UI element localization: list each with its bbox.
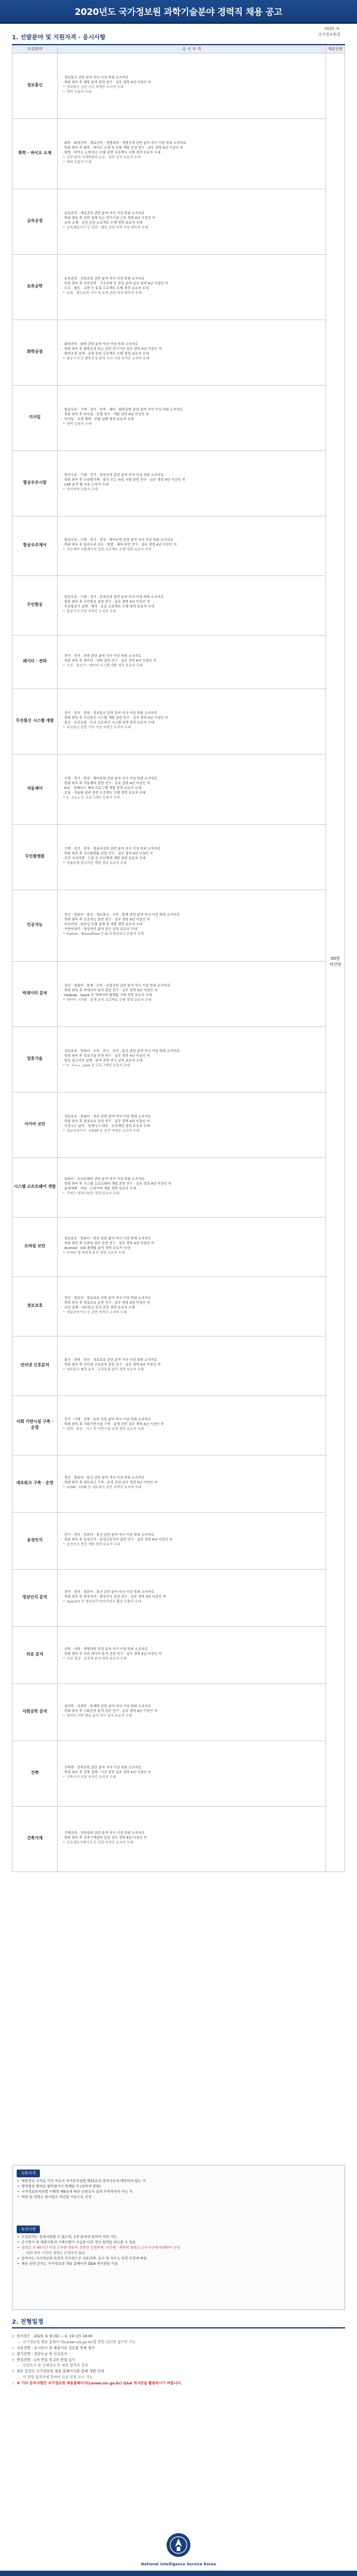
schedule-item: ○ 필기전형 : 전공논술 및 인성검사 [12,2352,345,2358]
schedule-item: ○ 원서접수 : 2020. 6. 8 (월) ~ 6. 19 (금) 18:00 [12,2334,345,2340]
qualification-item: · 학위 취득 후 인공지능 관련 연구 · 실무 경력 4년 이상인 자 [61,918,322,923]
qualifications-cell [58,824,326,890]
footer-org-name: National Intelligence Service Korea [140,2562,217,2566]
caution-item: • 채용 관련 문의는 국가정보원 채용 홈페이지 Q&A 게시판을 이용 [17,2262,338,2267]
qualification-item: · 기계 · 전기 · 전자 · 제어공학 관련 분야 석사 이상 학위 소지자로 [61,777,322,782]
field-name: 토목공학 [12,254,58,320]
qualification-item: · 전기 · 전자 · 전파 · 정보통신 관련 분야 석사 이상 학위 소지자로 [61,712,322,716]
qualification-item: · 기계공학 · 건축설비 관련 분야 석사 이상 학위 소지자로 [61,1832,322,1836]
qualification-item: * 유도제어 시뮬레이션 관련 프로젝트 수행 경력 보유자 우대 [61,548,322,553]
field-name: 건축기계 [12,1806,58,1871]
qualifications-cell [58,450,326,516]
qualification-item: · 학위 취득 후 정보보호 관련 연구 · 실무 경력 4년 이상인 자 [61,1120,322,1125]
field-name: 모바일 보안 [12,1217,58,1276]
field-name: 레이더 · 전파 [12,635,58,688]
qualification-item: · 전기 · 전자 · 컴퓨터 · 통신 관련 분야 석사 이상 학위 소지자로 [61,1533,322,1538]
qualifications-cell [58,189,326,254]
table-row [12,1512,345,1569]
qualifications-cell [58,516,326,575]
field-name: 화학 · 바이오 소재 [12,118,58,189]
schedule-list [12,2334,345,2387]
qualification-item: · 의학 · 약학 · 생명과학 관련 분야 석사 이상 학위 소지자로 [61,1648,322,1652]
qualification-item: · 학위 취득 후 건축기계설비 관련 실무 경력 4년 이상인 자 [61,1836,322,1841]
field-name: 항공우주제어 [12,516,58,575]
qualifications-cell [58,1092,326,1157]
qualification-item: · 정보보호 · 컴퓨터 · 전산 관련 분야 석사 이상 학위 소지자로 [61,1115,322,1120]
qualification-item: * 토목 · 철도토목 기사 및 토목 관련 자격 취득자 우대 [61,292,322,296]
qualification-item: * Python · TensorFlow 등 AI 프레임워크 능통자 우대 [61,932,322,937]
caution-item: - 학위 취득 이전의 경력은 인정하지 않음 [17,2251,338,2256]
field-name: 건축 [12,1741,58,1806]
qualification-item: · 학위 취득 후 네트워크 구축 · 운영 관련 실무 경력 4년 이상인 자 [61,1481,322,1486]
qualification-item: · 학위 취득 후 음성인식 · 음성신호처리 관련 연구 · 실무 경력 4년 이상인 자 [61,1538,322,1543]
table-row [12,1026,345,1092]
field-name: 자동제어 [12,754,58,824]
qualification-item: · 학위 취득 후 암호기술 관련 연구 · 실무 경력 4년 이상인 자 [61,1054,322,1059]
qualification-item: · 운영체제 · 커널 · 드라이버 개발 경력 보유자 우대 [61,1187,322,1192]
qualification-item: * 음성인식 엔진 개발 경력 보유자 우대 [61,1543,322,1548]
qualification-item: · 학위 취득 후 건축 설계 · 시공 관련 실무 경력 4년 이상인 자 [61,1771,322,1776]
field-name: 무선통신 시스템 개발 [12,688,58,754]
table-row [12,1683,345,1741]
field-name: 영상인식 분석 [12,1569,58,1626]
col-header-field: 모집분야 [12,45,58,53]
qualifications-cell [58,1276,326,1336]
field-name: 인터넷 신호분석 [12,1336,58,1395]
qualifications-cell [58,118,326,189]
qualification-item: · 정보보호 · 컴퓨터 · 전산 관련 분야 석사 이상 학위 소지자로 [61,1237,322,1242]
qualification-item: * C · C++ · Java 등 프로그래밍 능통자 우대 [61,1064,322,1069]
qualification-item: · 로봇 · 자동화 설비 관련 프로젝트 수행 경력 보유자 우대 [61,791,322,796]
qualification-item: * C · C++ 등 프로그래밍 능통자 우대 [61,796,322,801]
qualification-item: * 영어 능통자 우대 [61,422,322,427]
qualifications-cell [58,53,326,118]
qualification-item: · 학위 취득 후 인터넷 신호분석 관련 연구 · 실무 경력 4년 이상인 자 [61,1363,322,1368]
table-header-row [12,45,345,53]
qualification-item: · 항공우주 · 기계 · 전기 · 전자공학 관련 분야 석사 이상 학위 소지자로 [61,474,322,478]
table-row [12,450,345,516]
qualification-item: · PLC · 임베디드 제어 프로그램 개발 경력 보유자 우대 [61,787,322,791]
table-row [12,516,345,575]
qualification-item: · 컴퓨터 · 소프트웨어 관련 분야 석사 이상 학위 소지자로 [61,1178,322,1182]
date-block [318,26,340,38]
eligibility-item: • 대한민국 국적을 가진 자로서 국가공무원법 제33조의 결격사유에 해당하지 않는 자 [17,2179,338,2184]
qualification-item: · 기계 · 전기 · 전자 · 컴퓨터공학 관련 분야 석사 이상 학위 소지자로 [61,847,322,852]
table-row [12,320,345,385]
banner-underline [0,22,357,24]
field-name: 사이버 보안 [12,1092,58,1157]
qualification-item: · 보안 관제 · 네트워크 보안 관련 경력 보유자 우대 [61,1306,322,1311]
qualifications-cell [58,575,326,635]
qualification-item: * 공조냉동기계기사 등 관련 자격증 소지자 우대 [61,1841,322,1846]
table-body [12,53,345,1871]
qualification-item: · 학위 취득 후 무선통신 시스템 개발 관련 연구 · 실무 경력 4년 이상인 자 [61,716,322,721]
eligibility-list [17,2179,338,2201]
qualification-item: * 전력 · 통신 · 가스 등 기반시설 운영 경력 보유자 우대 [61,1428,322,1432]
qualification-item: · 학위 취득 후 화학공정 또는 관련 연구기관 실무 경력 4년 이상인 자 [61,348,322,352]
qualification-item: · 전기 · 기계 · 건축 · 토목 관련 분야 석사 이상 학위 소지자로 [61,1418,322,1423]
qualifications-cell [58,254,326,320]
field-name: 무인항공 [12,575,58,635]
qualification-item: · 학위 취득 후 사회공학 분석 관련 연구 · 실무 경력 4년 이상인 자 [61,1710,322,1714]
qualification-item: · 항공우주 · 기계 · 전기 · 전자 · 제어공학 관련 분야 석사 이상 학위 소지자로 [61,539,322,543]
table-row [12,754,345,824]
qualification-item: · 학위 취득 후 무인플랫폼 관련 연구 · 실무 경력 4년 이상인 자 [61,852,322,857]
qualification-item: * 관련 분야 국제학술지 논문 · 특허 실적 보유자 우대 [61,156,322,161]
qualification-item: · 학위 취득 후 의료 데이터 분석 관련 연구 · 실무 경력 4년 이상인 자 [61,1652,322,1657]
qualifications-cell [58,1217,326,1276]
qualifications-cell [58,688,326,754]
qualification-item: · 전기 · 전자 · 전파 관련 분야 석사 이상 학위 소지자로 [61,655,322,659]
qualification-item: * OpenCV 등 영상처리 라이브러리 활용 능통자 우대 [61,1600,322,1605]
field-name: 항공우주시험 [12,450,58,516]
field-name: 사회 기반시설 구축 · 운영 [12,1395,58,1455]
qualification-item: · 학위 취득 후 영상처리 · 영상인식 관련 연구 · 실무 경력 4년 이상인 자 [61,1595,322,1600]
qualification-item: · 악성코드 분석 · 침해사고 대응 · 모의해킹 경력 보유자 우대 [61,1125,322,1129]
table-row [12,1455,345,1512]
qualification-item: * 자율주행 알고리즘 개발 경력 보유자 우대 [61,862,322,866]
qualification-item: · 학위 취득 후 정보보호 관련 연구 · 실무 경력 4년 이상인 자 [61,1301,322,1306]
qualification-item: * 러시아어 능통자 우대 [61,488,322,493]
schedule-item: - 국가정보원 채용 홈페이지(career.nis.go.kr)를 통한 인터넷 접수만 가능 [12,2340,345,2346]
table-row [12,575,345,635]
field-name: 화학공정 [12,320,58,385]
caution-item: • 모집분야는 중복지원할 수 없으며, 1개 분야에 한하여 지원 가능 [17,2235,338,2240]
table-row [12,890,345,961]
qualification-item: · 암호 알고리즘 설계 · 분석 관련 연구 실적 보유자 우대 [61,1059,322,1064]
qualification-item: * 금속재료기사 등 관련 · 해외 관련 자격 이상 취득자 우대 [61,226,322,231]
qualification-item: * 건축기사 이상 자격증 소지자 우대 [61,1776,322,1780]
qualification-item: * 정보보안기사 등 관련 자격증 소지자 우대 [61,1311,322,1316]
announcement-date: 2020. 6. [324,26,340,31]
qualification-item: * 정보보안기사 · CISSP 등 관련 자격증 소지자 우대 [61,1129,322,1134]
issuing-org: 국가정보원장 [318,32,340,37]
qualifications-cell [58,1395,326,1455]
field-name: 의료 분석 [12,1626,58,1683]
qualifications-cell [58,1026,326,1092]
qualification-item: * 네트워크 패킷 분석 · 프로토콜 분석 경력 보유자 우대 [61,1368,322,1373]
qualification-item: · 통신 · 전파 · 전산 · 정보보호 관련 분야 석사 이상 학위 소지자로 [61,1359,322,1363]
nis-emblem-logo [155,2531,202,2559]
table-row [12,385,345,450]
section2-rule [12,2327,345,2328]
qualification-item: · 정보통신 관련 분야 석사 이상 학위 소지자로 [61,76,322,81]
recruitment-table [12,44,345,1872]
cautions-tag: 유의사항 [17,2226,40,2233]
cautions-list [17,2235,338,2267]
caution-item: • 경력은 주 40시간 이상 근무한 정규직 경력만 인정하며, 시간제 · 계약직 경력은 근무시간에 비례하여 산정 [17,2246,338,2251]
qualifications-cell [58,1626,326,1683]
table-row [12,1806,345,1871]
field-name: 음성인식 [12,1512,58,1569]
qualifications-cell [58,1157,326,1217]
qualification-item: · 머신러닝 · 딥러닝 모델 설계 및 개발 경력 보유자 우대 [61,923,322,928]
qualification-item: · 무인항공기 설계 · 제작 · 운용 프로젝트 수행 경력 보유자 우대 [61,605,322,610]
qualification-item: · 학위 취득 후 자동제어 관련 연구 · 실무 경력 4년 이상인 자 [61,782,322,787]
table-row [12,1395,345,1455]
qualification-item: · 항공우주 · 기계 · 전기 · 전자공학 관련 분야 석사 이상 학위 소지자로 [61,596,322,600]
eligibility-item: • 국가정보원직원법 시행령 제6조에 따른 신원조사 결과 부적격자가 아닌 자 [17,2190,338,2195]
field-name: 금속공정 [12,189,58,254]
qualification-item: · 화학공정 설계 · 운영 관련 프로젝트 수행 경력 보유자 우대 [61,352,322,357]
qualification-item: * CCNP · CCIE 등 네트워크 관련 자격증 소지자 우대 [61,1486,322,1491]
qualifications-cell [58,1683,326,1741]
table-row [12,688,345,754]
field-name: 무인플랫폼 [12,824,58,890]
eligibility-item: • 병역법상 병역을 필하였거나 면제된 자 (남자에 한함) [17,2184,338,2190]
caution-item: • 합격자는 국가정보원 특정직 공무원으로 임용되며, 보수 및 처우는 관련 규정에 따름 [17,2256,338,2262]
qualification-item: · 학위 취득 후 레이더 · 전파 관련 연구 · 실무 경력 4년 이상인 자 [61,659,322,664]
qualification-item: · 심리학 · 사회학 · 통계학 관련 분야 석사 이상 학위 소지자로 [61,1705,322,1710]
qualification-item: · 무인 지상차량 · 드론 등 무인체계 개발 경력 보유자 우대 [61,857,322,862]
qualification-item: · 학위 취득 후 우주발사체 · 발사 또는 위성 시험 관련 연구 · 실무 경력 4년 이상인 자 [61,478,322,483]
qualification-item: · 화학공학 · 화학 관련 분야 석사 이상 학위 소지자로 [61,343,322,348]
qualifications-cell [58,320,326,385]
qualification-item: · 전산 · 컴퓨터 · 정보보호 관련 분야 석사 이상 학위 소지자로 [61,1297,322,1301]
section1-title: 1. 선발분야 및 지원자격 · 응시사항 [12,35,106,41]
field-name: 미사일 [12,385,58,450]
field-name: 시스템 소프트웨어 개발 [12,1157,58,1217]
hiring-count-value: 00명 [330,956,340,962]
qualification-item: · 항공우주 · 기계 · 전기 · 전자 · 제어 · 화학공학 관련 분야 석사 이상 학위 소지자로 [61,408,322,413]
qualifications-cell [58,1741,326,1806]
qualification-item: · 학위 취득 후 모바일 보안 관련 연구 · 실무 경력 4년 이상인 자 [61,1242,322,1247]
table-row [12,1092,345,1157]
qualification-item: · 전산 · 컴퓨터 · 통신 · 정보통신 · 수학 · 통계 관련 분야 석사 이상 학위 소지자로 [61,913,322,918]
qualification-item: · 학위 취득 후 미사일 · 로켓 연구 · 개발 경력 4년 이상인 자 [61,413,322,418]
qualifications-cell [58,890,326,961]
table-row [12,1217,345,1276]
table-row [12,961,345,1026]
qualification-item: · Hadoop · Spark 등 빅데이터 플랫폼 구축 경력 보유자 우대 [61,994,322,999]
table-row [12,1336,345,1395]
qualification-item: · 건축학 · 건축공학 관련 분야 석사 이상 학위 소지자로 [61,1766,322,1771]
qualification-item: · Android · iOS 플랫폼 분석 경력 보유자 우대 [61,1247,322,1251]
qualification-item: * 리버스 엔지니어링 경력 보유자 우대 [61,1192,322,1197]
qualifications-cell [58,1806,326,1871]
field-name: 네트워크 구축 · 운영 [12,1455,58,1512]
qualification-item: * 데이터 기반 행동 분석 연구 실적 보유자 우대 [61,1714,322,1719]
field-name: 사회공학 분석 [12,1683,58,1741]
qualification-item: * 영어 능통자 우대 [61,161,322,165]
qualifications-cell [58,1455,326,1512]
table-row [12,1276,345,1336]
qualification-item: · 학위 취득 후 무인항공 관련 연구 · 실무 경력 4년 이상인 자 [61,600,322,605]
hiring-count [326,53,345,1871]
qualifications-cell [58,1512,326,1569]
qualification-item: · 전산 · 컴퓨터 · 통계 · 수학 · 산업공학 관련 분야 석사 이상 학위 소지자로 [61,984,322,989]
caution-item: • 응시원서 및 제출서류의 기재사항이 사실과 다른 경우 합격을 취소할 수 있음 [17,2240,338,2246]
table-row [12,189,345,254]
qualification-item: · 학위 취득 후 사회기반시설 구축 · 운영 관련 실무 경력 4년 이상인 자 [61,1423,322,1428]
qualification-item: · 전기 · 전자 · 컴퓨터 · 통신 관련 분야 석사 이상 학위 소지자로 [61,1591,322,1595]
qualification-item: · 학위 취득 후 지반공학 · 구조공학 등 관련 분야 실무 경력 4년 이상인 자 [61,282,322,287]
qualification-item: * 무선통신 관련 기사 이상 자격증 소지자 우대 [61,726,322,731]
qualification-item: · 금속 소재 · 공정 관련 프로젝트 수행 경력 보유자 우대 [61,221,322,226]
qualification-item: * 영어 능통자 우대 [61,90,322,95]
qualification-item: · 자연어처리 · 영상처리 분야 연구 실적 보유자 우대 [61,928,322,932]
qualifications-cell [58,385,326,450]
qualification-item: · 통신 · 프로토콜 · 무선 신호처리 시스템 설계 경력 보유자 우대 [61,721,322,726]
qualification-item: · 전산 · 컴퓨터 · 통신 관련 분야 석사 이상 학위 소지자로 [61,1476,322,1481]
schedule-item: ○ 서류전형 : 응시원서 및 제출서류 검토를 통해 평가 [12,2346,345,2352]
qualification-item: · 학위 취득 후 시스템 소프트웨어 개발 관련 연구 · 실무 경력 4년 이상인 자 [61,1182,322,1187]
qualification-item: * 데이터 시각화 · 통계 분석 프로젝트 수행 경력 보유자 우대 [61,999,322,1003]
col-header-count: 채용인원 [326,45,345,53]
qualification-item: * 의료 영상 · 유전체 분석 경력 보유자 우대 [61,1657,322,1662]
field-name: 암호기술 [12,1026,58,1092]
schedule-item: - 신원조사 및 신체검사 후 최종 합격자 결정 [12,2363,345,2369]
table-row [12,635,345,688]
qualification-item: · 학위 취득 후 해당 분야 관련 연구 · 실무 경력 4년 이상인 자 [61,81,322,86]
field-name: 정보통신 [12,53,58,118]
qualifications-cell [58,1336,326,1395]
schedule-item: ○ ※ 기타 문의사항은 국가정보원 채용홈페이지(career.nis.go.kr) Q&A 게시판을 활용하시기 바랍니다. [12,2381,345,2387]
title-banner [0,0,357,24]
schedule-item: ○ 세부 일정은 국가정보원 채용 홈페이지를 통해 개별 안내 [12,2369,345,2375]
qualifications-cell [58,961,326,1026]
schedule-item: ○ 면접전형 : 1차 면접 및 2차 면접 실시 [12,2358,345,2364]
eligibility-item: • 학위 및 경력은 원서접수 마감일 기준으로 산정 [17,2195,338,2201]
table-row [12,1157,345,1217]
schedule-item: - 각 전형 합격자에 한하여 다음 전형 응시 가능 [12,2375,345,2381]
qualification-item: · 화학 · 바이오 소재 또는 부품 관련 프로젝트 수행 경력 보유자 우대 [61,151,322,156]
qualification-item: * 정보통신 관련 기사 자격증 소지자 우대 [61,86,322,90]
qualification-item: · 정보보호 · 컴퓨터 · 수학 · 전기 · 전자 · 통신 관련 분야 석사 이상 학위 소지자로 [61,1050,322,1054]
qualification-item: · 도로 · 철도 · 교량 등 토목 프로젝트 수행 경력 보유자 우대 [61,287,322,292]
qualification-item: * 화공기사 등 화학공정 분야 기사 이상 자격증 소지자 우대 [61,357,322,362]
qualification-item: * 모바일 앱 취약점 분석 경력 보유자 우대 [61,1251,322,1256]
footer-bar [0,2571,357,2576]
qualifications-cell [58,635,326,688]
qualification-item: · 학위 취득 후 화학 · 바이오 소재 및 부품 개발 관련 연구 · 실무 경력 4년 이상인 자 [61,146,322,151]
field-name: 인공지능 [12,890,58,961]
field-name: 빅데이터 분석 [12,961,58,1026]
field-name: 정보보호 [12,1276,58,1336]
qualification-item: · 화학 · 화학공학 · 재료공학 · 생명과학 · 생명공학 관련 분야 석사 이상 학위 소지자로 [61,142,322,146]
qualification-item: · 미사일 · 로켓 체계 · 부품 설계 경력 보유자 우대 [61,418,322,422]
table-row [12,254,345,320]
qualification-item: · 금속공학 · 재료공학 관련 분야 석사 이상 학위 소지자로 [61,212,322,217]
table-row [12,118,345,189]
qualification-item: · 학위 취득 후 빅데이터 분석 관련 연구 · 실무 경력 4년 이상인 자 [61,989,322,994]
table-row [12,1569,345,1626]
qualification-item: · CAE 분석 툴 사용 능숙자 우대 [61,483,322,488]
table-row [12,1626,345,1683]
hiring-count-note: 약간명 [329,962,342,967]
eligibility-tag: 지원자격 [17,2170,40,2177]
page-title: 2020년도 국가정보원 과학기술분야 경력직 채용 공고 [74,7,283,17]
qualification-item: · 토목공학 · 건설공학 관련 분야 석사 이상 학위 소지자로 [61,277,322,282]
table-row [12,824,345,890]
col-header-quals: 응 시 자 격 [58,45,326,53]
qualifications-cell [58,1569,326,1626]
table-row [12,1741,345,1806]
qualification-item: · 학위 취득 후 관련 업체 또는 연구기관 근무 경력 4년 이상인 자 [61,217,322,221]
table-row [12,53,345,118]
emblem-base [177,2547,180,2551]
qualification-item: * 항공기사 이상 자격증 소지자 우대 [61,610,322,615]
qualification-item: * 무선 · 통신기 · 레이더 시스템 개발 경력 보유자 우대 [61,664,322,669]
qualification-item: · 학위 취득 후 항공우주 유도 · 항법 · 제어 관련 연구 · 실무 경력 4년 이상인 자 [61,543,322,548]
qualifications-cell [58,754,326,824]
section2-title: 2. 전형일정 [12,2319,43,2325]
